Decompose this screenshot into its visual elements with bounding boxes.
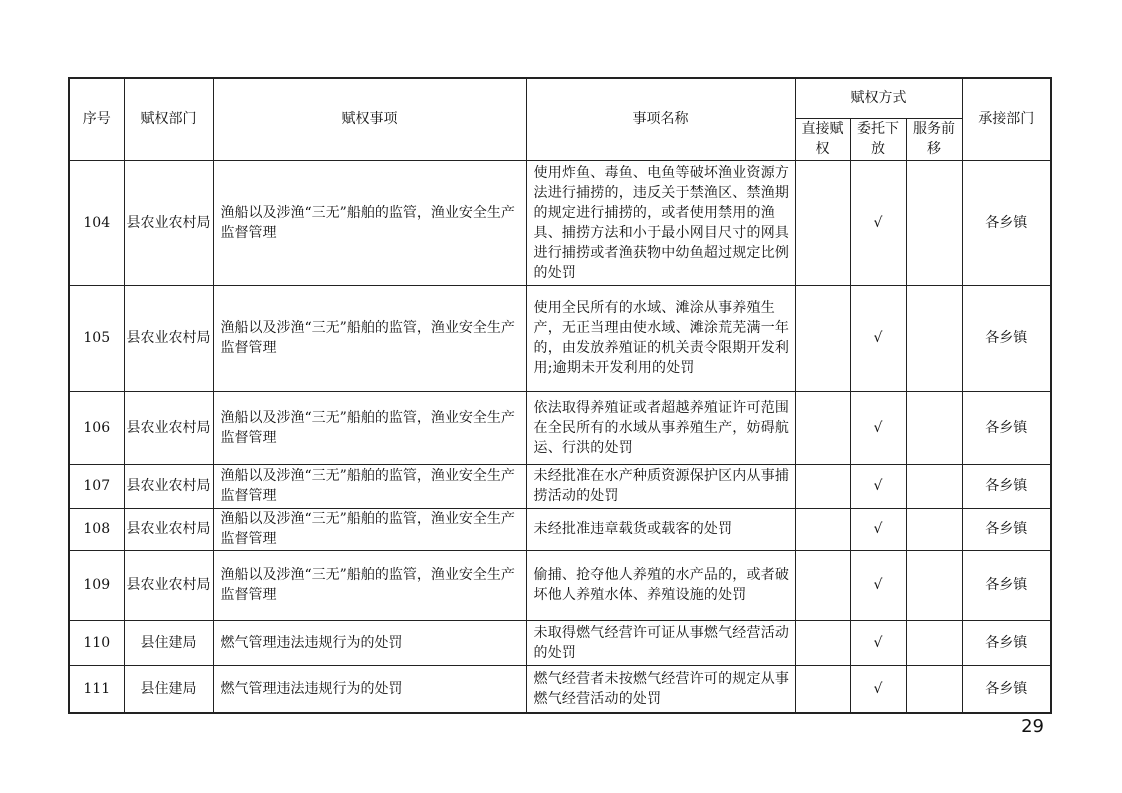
row-item-name: 偷捕、抢夺他人养殖的水产品的，或者破坏他人养殖水体、养殖设施的处罚 [526,550,795,620]
row-entrust-check: √ [850,508,906,550]
row-entrust-check: √ [850,464,906,508]
row-entrust-check: √ [850,550,906,620]
row-entrust-check: √ [850,285,906,391]
header-method-direct: 直接赋权 [795,118,850,160]
row-direct [795,550,850,620]
row-entrust-check: √ [850,391,906,464]
row-item-name: 燃气经营者未按燃气经营许可的规定从事燃气经营活动的处罚 [526,665,795,713]
row-receiver: 各乡镇 [962,620,1051,665]
row-service [906,620,962,665]
row-serial: 105 [69,285,124,391]
row-direct [795,160,850,285]
header-method-entrust: 委托下放 [850,118,906,160]
header-method: 赋权方式 [795,78,962,118]
row-service [906,160,962,285]
row-service [906,464,962,508]
row-direct [795,620,850,665]
row-entrust-check: √ [850,665,906,713]
row-matter: 燃气管理违法违规行为的处罚 [213,665,526,713]
row-serial: 111 [69,665,124,713]
row-department: 县住建局 [124,620,213,665]
row-item-name: 未经批准违章载货或载客的处罚 [526,508,795,550]
row-matter: 渔船以及涉渔“三无”船舶的监管，渔业安全生产监督管理 [213,391,526,464]
row-matter: 渔船以及涉渔“三无”船舶的监管，渔业安全生产监督管理 [213,285,526,391]
row-receiver: 各乡镇 [962,464,1051,508]
row-department: 县农业农村局 [124,391,213,464]
row-service [906,285,962,391]
row-receiver: 各乡镇 [962,665,1051,713]
header-matter: 赋权事项 [213,78,526,160]
row-direct [795,285,850,391]
row-entrust-check: √ [850,620,906,665]
header-method-service: 服务前移 [906,118,962,160]
row-department: 县农业农村局 [124,464,213,508]
row-receiver: 各乡镇 [962,508,1051,550]
header-serial: 序号 [69,78,124,160]
row-matter: 渔船以及涉渔“三无”船舶的监管，渔业安全生产监督管理 [213,550,526,620]
header-row [69,78,1051,118]
row-serial: 107 [69,464,124,508]
row-receiver: 各乡镇 [962,160,1051,285]
table-row [69,285,1051,391]
header-item-name: 事项名称 [526,78,795,160]
table-row [69,391,1051,464]
table-row [69,508,1051,550]
row-serial: 110 [69,620,124,665]
row-department: 县农业农村局 [124,508,213,550]
row-direct [795,665,850,713]
row-service [906,665,962,713]
header-department: 赋权部门 [124,78,213,160]
row-service [906,508,962,550]
row-receiver: 各乡镇 [962,391,1051,464]
table-row [69,464,1051,508]
row-service [906,391,962,464]
row-item-name: 使用炸鱼、毒鱼、电鱼等破坏渔业资源方法进行捕捞的，违反关于禁渔区、禁渔期的规定进行捕捞的，或者使用禁用的渔具、捕捞方法和小于最小网目尺寸的网具进行捕捞或者渔获物中幼鱼超过规定比例的处罚 [526,160,795,285]
row-department: 县农业农村局 [124,285,213,391]
row-item-name: 未经批准在水产种质资源保护区内从事捕捞活动的处罚 [526,464,795,508]
table-row [69,665,1051,713]
row-serial: 109 [69,550,124,620]
row-item-name: 依法取得养殖证或者超越养殖证许可范围在全民所有的水域从事养殖生产，妨碍航运、行洪的处罚 [526,391,795,464]
row-department: 县住建局 [124,665,213,713]
row-service [906,550,962,620]
row-receiver: 各乡镇 [962,550,1051,620]
row-matter: 渔船以及涉渔“三无”船舶的监管，渔业安全生产监督管理 [213,508,526,550]
row-department: 县农业农村局 [124,160,213,285]
delegation-table [68,77,1052,714]
page-number: 29 [1021,716,1044,737]
row-matter: 渔船以及涉渔“三无”船舶的监管，渔业安全生产监督管理 [213,464,526,508]
row-matter: 渔船以及涉渔“三无”船舶的监管，渔业安全生产监督管理 [213,160,526,285]
row-item-name: 未取得燃气经营许可证从事燃气经营活动的处罚 [526,620,795,665]
row-matter: 燃气管理违法违规行为的处罚 [213,620,526,665]
row-serial: 108 [69,508,124,550]
row-direct [795,464,850,508]
row-entrust-check: √ [850,160,906,285]
header-receiver: 承接部门 [962,78,1051,160]
row-serial: 104 [69,160,124,285]
row-receiver: 各乡镇 [962,285,1051,391]
table-row [69,160,1051,285]
row-item-name: 使用全民所有的水域、滩涂从事养殖生产，无正当理由使水域、滩涂荒芜满一年的，由发放养殖证的机关责令限期开发利用;逾期未开发利用的处罚 [526,285,795,391]
row-department: 县农业农村局 [124,550,213,620]
table-row [69,620,1051,665]
table-row [69,550,1051,620]
row-direct [795,508,850,550]
row-direct [795,391,850,464]
row-serial: 106 [69,391,124,464]
